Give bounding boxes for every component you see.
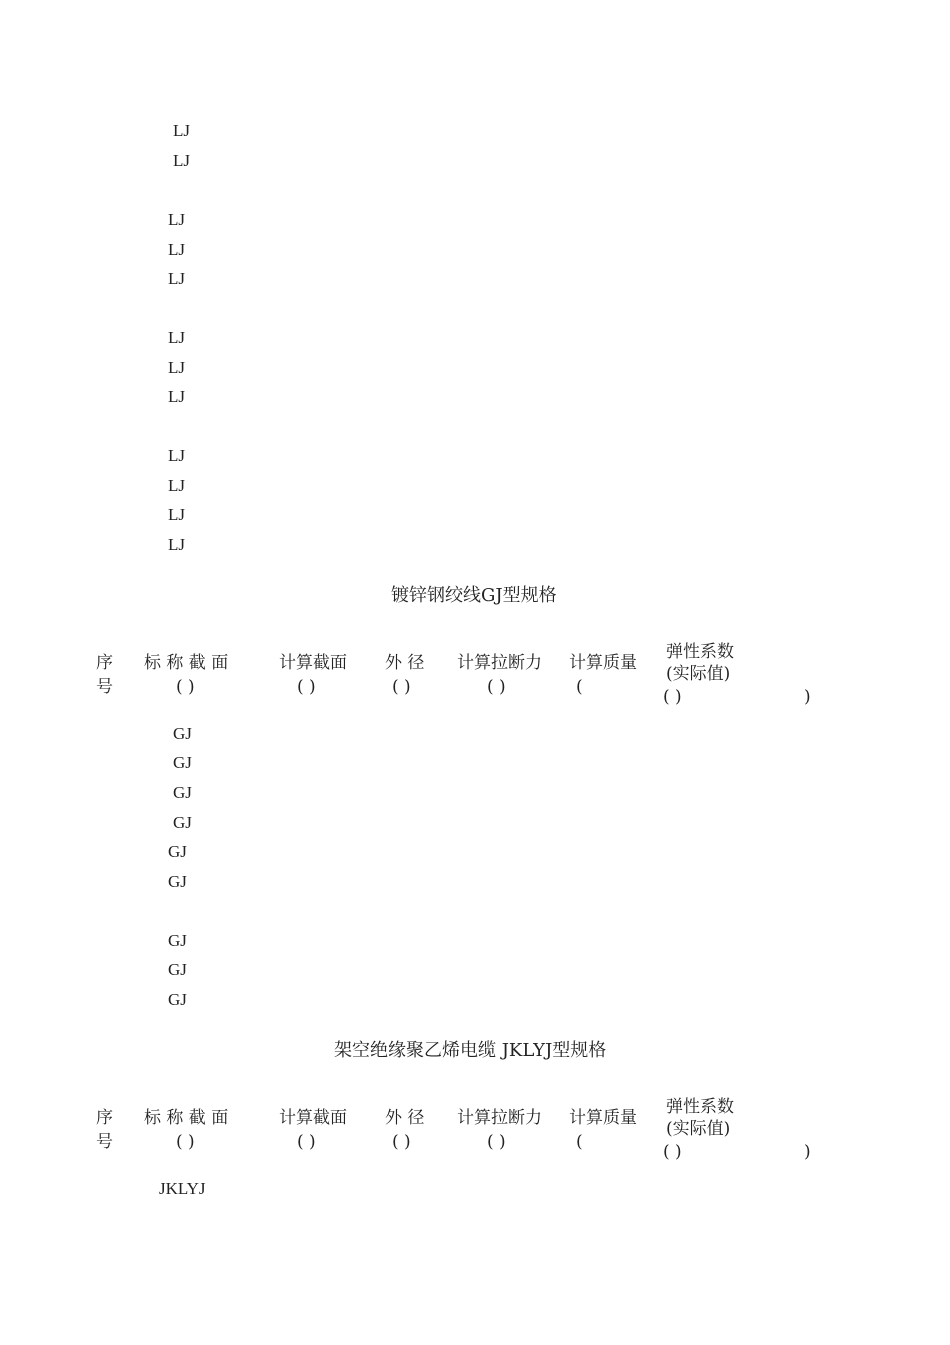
section-title: 架空绝缘聚乙烯电缆 JKLYJ型规格: [334, 1040, 607, 1061]
header-unit: ( ): [487, 1132, 506, 1152]
lj-item: LJ: [168, 269, 185, 288]
header-calc-section: 计算截面: [279, 653, 347, 673]
lj-item: LJ: [173, 151, 190, 170]
header-tensile: 计算拉断力: [457, 1108, 542, 1128]
gj-item: GJ: [168, 990, 187, 1009]
header-unit: ( ): [297, 1132, 316, 1152]
header-elastic: (实际值): [666, 1119, 731, 1139]
header-unit: (: [576, 677, 583, 697]
header-tensile: 计算拉断力: [457, 653, 542, 673]
header-unit: ( ): [663, 687, 682, 707]
lj-item: LJ: [168, 535, 185, 554]
header-seq: 号: [96, 1132, 113, 1152]
header-mass: 计算质量: [569, 1108, 637, 1128]
gj-item: GJ: [173, 724, 192, 743]
header-nominal-section: 标 称 截 面: [144, 1108, 229, 1128]
lj-item: LJ: [168, 387, 185, 406]
lj-item: LJ: [168, 505, 185, 524]
lj-item: LJ: [168, 240, 185, 259]
header-unit: ( ): [297, 677, 316, 697]
section-title: 镀锌钢绞线GJ型规格: [391, 585, 557, 606]
lj-item: LJ: [168, 358, 185, 377]
gj-item: GJ: [173, 813, 192, 832]
header-unit: ( ): [487, 677, 506, 697]
header-seq: 序: [96, 653, 113, 673]
header-seq: 号: [96, 677, 113, 697]
header-unit: ( ): [392, 677, 411, 697]
gj-item: GJ: [168, 872, 187, 891]
gj-item: GJ: [173, 783, 192, 802]
lj-item: LJ: [168, 446, 185, 465]
header-seq: 序: [96, 1108, 113, 1128]
header-mass: 计算质量: [569, 653, 637, 673]
header-elastic: 弹性系数: [666, 642, 734, 662]
lj-item: LJ: [168, 476, 185, 495]
header-diameter: 外 径: [385, 1108, 425, 1128]
header-diameter: 外 径: [385, 653, 425, 673]
gj-item: GJ: [168, 960, 187, 979]
gj-item: GJ: [168, 931, 187, 950]
header-unit-close: ): [804, 687, 811, 707]
header-unit: ( ): [176, 1132, 195, 1152]
header-elastic: 弹性系数: [666, 1097, 734, 1117]
header-calc-section: 计算截面: [279, 1108, 347, 1128]
header-unit: ( ): [663, 1142, 682, 1162]
header-unit: (: [576, 1132, 583, 1152]
gj-item: GJ: [168, 842, 187, 861]
lj-item: LJ: [168, 328, 185, 347]
header-unit: ( ): [392, 1132, 411, 1152]
header-elastic: (实际值): [666, 664, 731, 684]
header-nominal-section: 标 称 截 面: [144, 653, 229, 673]
jklyj-item: JKLYJ: [159, 1179, 206, 1198]
gj-item: GJ: [173, 753, 192, 772]
lj-item: LJ: [173, 121, 190, 140]
lj-item: LJ: [168, 210, 185, 229]
header-unit: ( ): [176, 677, 195, 697]
header-unit-close: ): [804, 1142, 811, 1162]
